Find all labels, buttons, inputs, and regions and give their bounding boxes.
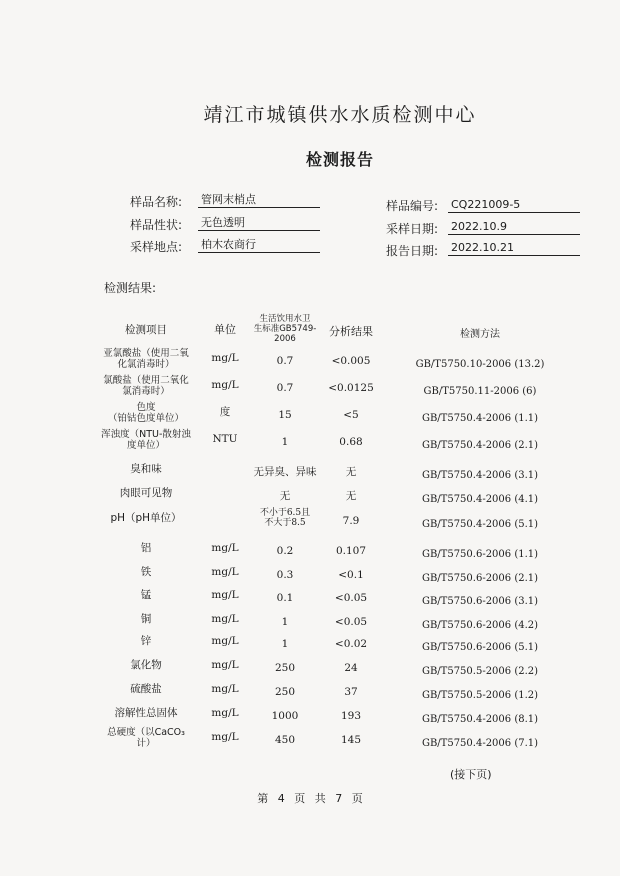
row-item-line1: 氯化物	[130, 659, 162, 671]
row-unit: 度	[219, 406, 231, 418]
row-item	[92, 542, 200, 554]
sampling-date-value: 2022.10.9	[448, 219, 580, 235]
page-footer: 第 4 页 共 7 页	[257, 792, 363, 805]
row-item-line1: 色度	[136, 402, 156, 413]
row-standard-line1: 0.7	[276, 355, 294, 367]
row-result: <0.1	[338, 569, 364, 581]
row-item-line2: 度单位）	[126, 440, 165, 451]
row-item-line1: 臭和味	[130, 463, 162, 475]
row-result: 无	[345, 466, 357, 478]
row-item-line1: 亚氯酸盐（使用二氧	[103, 348, 189, 359]
sample-number-label: 样品编号:	[386, 199, 439, 213]
row-method: GB/T5750.6-2006 (5.1)	[421, 642, 539, 653]
row-unit: mg/L	[211, 707, 239, 719]
row-standard-line1: 250	[274, 686, 296, 698]
row-unit: NTU	[212, 433, 238, 445]
row-result: 24	[344, 662, 358, 674]
row-unit: mg/L	[211, 379, 239, 391]
row-standard	[252, 734, 318, 746]
row-item-line1: 锌	[140, 635, 152, 647]
row-standard-line1: 250	[274, 662, 296, 674]
row-method: GB/T5750.10-2006 (13.2)	[415, 359, 545, 370]
row-unit: mg/L	[211, 683, 239, 695]
row-standard-line1: 450	[274, 734, 296, 746]
row-standard	[252, 466, 318, 478]
row-unit: mg/L	[211, 635, 239, 647]
row-item-line1: 铝	[140, 542, 152, 554]
row-result: 0.107	[335, 545, 367, 557]
row-method: GB/T5750.6-2006 (1.1)	[421, 549, 539, 560]
header-method: 检测方法	[460, 329, 500, 340]
row-method: GB/T5750.4-2006 (1.1)	[421, 413, 539, 424]
row-result: 7.9	[342, 515, 360, 527]
row-method: GB/T5750.6-2006 (2.1)	[421, 573, 539, 584]
row-standard	[252, 355, 318, 367]
row-result: 193	[340, 710, 362, 722]
row-item-line1: 氯酸盐（使用二氧化	[103, 375, 189, 386]
row-item-line1: pH（pH单位）	[110, 512, 182, 524]
row-item	[92, 402, 200, 424]
row-result: <0.02	[334, 638, 368, 650]
sample-name-label: 样品名称:	[130, 195, 183, 209]
row-standard-line1: 0.7	[276, 382, 294, 394]
row-item-line2: （铂钴色度单位）	[107, 413, 184, 424]
row-item-line2: 氯消毒时）	[122, 386, 170, 397]
row-unit: mg/L	[211, 352, 239, 364]
row-standard	[252, 508, 318, 528]
row-item	[92, 375, 200, 397]
sampling-location-value: 柏木农商行	[198, 237, 320, 253]
row-standard-line1: 1000	[271, 710, 299, 722]
sample-nature-label: 样品性状:	[130, 218, 183, 232]
row-standard	[252, 545, 318, 557]
row-standard	[252, 490, 318, 502]
row-item-line1: 硫酸盐	[130, 683, 162, 695]
row-standard	[252, 569, 318, 581]
sampling-location-label: 采样地点:	[130, 240, 183, 254]
row-item-line1: 浑浊度（NTU-散射浊	[101, 429, 191, 440]
row-result: <0.0125	[328, 382, 374, 394]
row-method: GB/T5750.4-2006 (4.1)	[421, 494, 539, 505]
row-result: <0.05	[334, 616, 368, 628]
row-standard	[252, 638, 318, 650]
row-standard-line1: 15	[278, 409, 292, 421]
row-standard-line1: 1	[281, 638, 289, 650]
header-standard-line1: 生活饮用水卫	[259, 314, 311, 324]
row-result: <0.005	[331, 355, 371, 367]
row-unit: mg/L	[211, 613, 239, 625]
row-standard	[252, 409, 318, 421]
continued-note: (接下页)	[450, 768, 492, 781]
row-result: 无	[345, 490, 357, 502]
row-standard-line1: 1	[281, 436, 289, 448]
row-method: GB/T5750.6-2006 (3.1)	[421, 596, 539, 607]
row-item	[92, 463, 200, 475]
results-label: 检测结果:	[104, 281, 157, 295]
row-item	[92, 512, 200, 524]
row-method: GB/T5750.5-2006 (2.2)	[421, 666, 539, 677]
row-item	[92, 683, 200, 695]
row-method: GB/T5750.5-2006 (1.2)	[421, 690, 539, 701]
row-standard	[252, 616, 318, 628]
row-unit: mg/L	[211, 589, 239, 601]
row-method: GB/T5750.4-2006 (8.1)	[421, 714, 539, 725]
row-unit: mg/L	[211, 659, 239, 671]
header-standard-line2: 生标准GB5749-	[253, 324, 317, 334]
center-name: 靖江市城镇供水水质检测中心	[203, 104, 477, 126]
row-standard-line1: 0.3	[276, 569, 294, 581]
row-item-line1: 铁	[140, 566, 152, 578]
row-result: 145	[340, 734, 362, 746]
row-item-line1: 总硬度（以CaCO₃	[107, 727, 185, 738]
row-item-line1: 铜	[140, 613, 152, 625]
row-method: GB/T5750.6-2006 (4.2)	[421, 620, 539, 631]
header-standard-line3: 2006	[274, 334, 296, 344]
header-result: 分析结果	[329, 325, 373, 338]
report-date-value: 2022.10.21	[448, 240, 580, 256]
row-standard	[252, 592, 318, 604]
row-standard	[252, 686, 318, 698]
row-item	[92, 589, 200, 601]
row-item-line1: 溶解性总固体	[114, 707, 178, 719]
row-method: GB/T5750.4-2006 (5.1)	[421, 519, 539, 530]
report-title: 检测报告	[305, 150, 374, 169]
sample-name-value: 管网末梢点	[198, 192, 320, 208]
row-result: <0.05	[334, 592, 368, 604]
header-item: 检测项目	[125, 324, 167, 336]
row-standard-line1: 无异臭、异味	[253, 466, 317, 478]
row-item-line2: 化氯消毒时）	[117, 359, 175, 370]
row-item	[92, 487, 200, 499]
row-method: GB/T5750.4-2006 (3.1)	[421, 470, 539, 481]
row-result: 37	[344, 686, 358, 698]
row-item	[92, 659, 200, 671]
row-standard-line1: 0.2	[276, 545, 294, 557]
row-item	[92, 635, 200, 647]
row-unit: mg/L	[211, 542, 239, 554]
row-standard	[252, 436, 318, 448]
sample-nature-value: 无色透明	[198, 215, 320, 231]
row-item	[92, 707, 200, 719]
row-item-line1: 锰	[140, 589, 152, 601]
report-date-label: 报告日期:	[386, 244, 439, 258]
row-unit: mg/L	[211, 731, 239, 743]
row-method: GB/T5750.4-2006 (7.1)	[421, 738, 539, 749]
header-unit: 单位	[214, 323, 236, 336]
row-result: <5	[343, 409, 359, 421]
row-item-line2: 计）	[136, 738, 156, 749]
row-standard-line1: 不小于6.5且	[259, 508, 311, 518]
row-standard	[252, 710, 318, 722]
row-standard-line1: 1	[281, 616, 289, 628]
row-standard	[252, 382, 318, 394]
row-item	[92, 727, 200, 749]
row-result: 0.68	[339, 436, 363, 448]
row-method: GB/T5750.4-2006 (2.1)	[421, 440, 539, 451]
row-item	[92, 429, 200, 451]
row-item	[92, 613, 200, 625]
row-item	[92, 348, 200, 370]
row-standard	[252, 662, 318, 674]
sampling-date-label: 采样日期:	[386, 222, 439, 236]
row-standard-line1: 无	[279, 490, 291, 502]
row-item-line1: 肉眼可见物	[119, 487, 173, 499]
row-standard-line1: 0.1	[276, 592, 294, 604]
row-standard-line2: 不大于8.5	[264, 518, 306, 528]
row-item	[92, 566, 200, 578]
row-unit: mg/L	[211, 566, 239, 578]
row-method: GB/T5750.11-2006 (6)	[423, 386, 537, 397]
sample-number-value: CQ221009-5	[448, 197, 580, 213]
header-standard	[252, 314, 318, 344]
